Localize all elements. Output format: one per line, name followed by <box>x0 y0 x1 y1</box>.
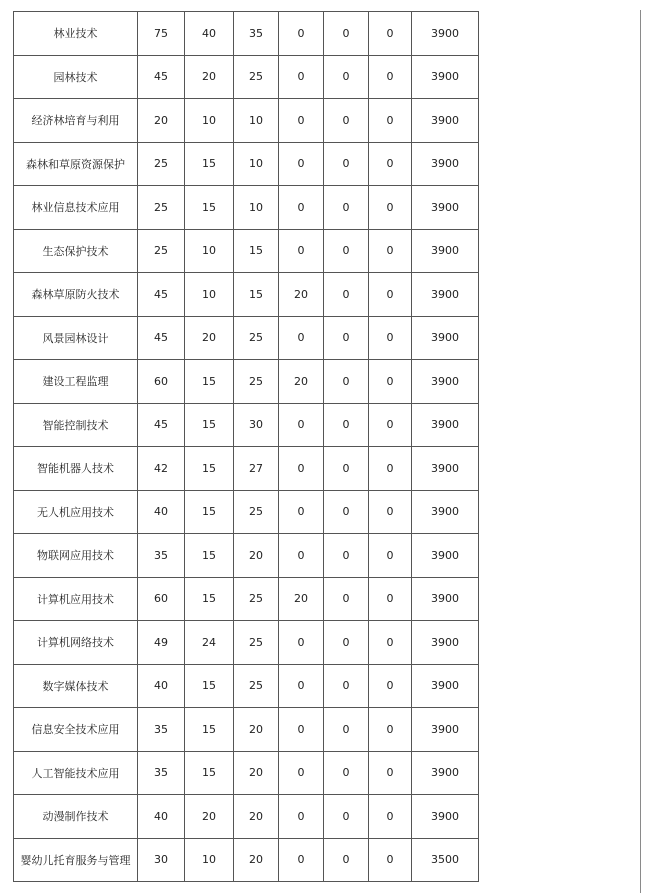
quota-col-4-cell: 0 <box>279 751 324 795</box>
total-quota-cell: 35 <box>138 708 185 752</box>
tuition-fee-cell: 3900 <box>412 621 479 665</box>
quota-col-4-cell: 0 <box>279 838 324 882</box>
page-border-line <box>640 10 641 893</box>
total-quota-cell: 45 <box>138 273 185 317</box>
quota-col-5-cell: 0 <box>324 316 369 360</box>
quota-col-2-cell: 15 <box>185 403 234 447</box>
quota-col-2-cell: 15 <box>185 534 234 578</box>
quota-col-5-cell: 0 <box>324 751 369 795</box>
quota-col-2-cell: 15 <box>185 664 234 708</box>
major-name-cell: 园林技术 <box>14 55 138 99</box>
major-name-cell: 物联网应用技术 <box>14 534 138 578</box>
quota-col-5-cell: 0 <box>324 447 369 491</box>
quota-col-2-cell: 15 <box>185 447 234 491</box>
quota-col-6-cell: 0 <box>369 55 412 99</box>
quota-col-5-cell: 0 <box>324 621 369 665</box>
quota-col-6-cell: 0 <box>369 534 412 578</box>
quota-col-3-cell: 25 <box>234 577 279 621</box>
quota-col-3-cell: 20 <box>234 708 279 752</box>
quota-col-6-cell: 0 <box>369 99 412 143</box>
quota-col-6-cell: 0 <box>369 577 412 621</box>
quota-col-3-cell: 10 <box>234 99 279 143</box>
quota-col-5-cell: 0 <box>324 186 369 230</box>
total-quota-cell: 40 <box>138 490 185 534</box>
quota-col-2-cell: 20 <box>185 55 234 99</box>
total-quota-cell: 35 <box>138 534 185 578</box>
quota-col-3-cell: 25 <box>234 360 279 404</box>
table-row <box>14 534 479 578</box>
quota-col-5-cell: 0 <box>324 12 369 56</box>
quota-col-4-cell: 0 <box>279 12 324 56</box>
table-row <box>14 751 479 795</box>
tuition-fee-cell: 3900 <box>412 316 479 360</box>
quota-col-4-cell: 0 <box>279 403 324 447</box>
quota-col-4-cell: 20 <box>279 360 324 404</box>
quota-col-6-cell: 0 <box>369 751 412 795</box>
total-quota-cell: 25 <box>138 186 185 230</box>
quota-col-3-cell: 20 <box>234 838 279 882</box>
quota-col-4-cell: 20 <box>279 577 324 621</box>
quota-col-3-cell: 25 <box>234 621 279 665</box>
tuition-fee-cell: 3900 <box>412 577 479 621</box>
major-name-cell: 林业技术 <box>14 12 138 56</box>
quota-col-3-cell: 15 <box>234 273 279 317</box>
major-name-cell: 森林和草原资源保护 <box>14 142 138 186</box>
quota-col-2-cell: 10 <box>185 838 234 882</box>
tuition-fee-cell: 3900 <box>412 229 479 273</box>
quota-col-3-cell: 30 <box>234 403 279 447</box>
quota-col-6-cell: 0 <box>369 142 412 186</box>
quota-col-4-cell: 0 <box>279 229 324 273</box>
tuition-fee-cell: 3900 <box>412 447 479 491</box>
quota-col-5-cell: 0 <box>324 273 369 317</box>
table-row <box>14 577 479 621</box>
quota-col-2-cell: 10 <box>185 99 234 143</box>
quota-col-3-cell: 20 <box>234 795 279 839</box>
tuition-fee-cell: 3900 <box>412 403 479 447</box>
total-quota-cell: 60 <box>138 577 185 621</box>
tuition-fee-cell: 3500 <box>412 838 479 882</box>
quota-col-6-cell: 0 <box>369 403 412 447</box>
total-quota-cell: 25 <box>138 229 185 273</box>
quota-col-2-cell: 15 <box>185 490 234 534</box>
quota-col-2-cell: 15 <box>185 142 234 186</box>
quota-col-6-cell: 0 <box>369 186 412 230</box>
quota-col-4-cell: 0 <box>279 708 324 752</box>
quota-col-4-cell: 0 <box>279 621 324 665</box>
table-row <box>14 12 479 56</box>
quota-col-3-cell: 10 <box>234 186 279 230</box>
table-body <box>14 12 479 882</box>
quota-col-6-cell: 0 <box>369 621 412 665</box>
total-quota-cell: 40 <box>138 664 185 708</box>
total-quota-cell: 35 <box>138 751 185 795</box>
quota-col-4-cell: 0 <box>279 664 324 708</box>
quota-col-4-cell: 0 <box>279 490 324 534</box>
tuition-fee-cell: 3900 <box>412 664 479 708</box>
total-quota-cell: 40 <box>138 795 185 839</box>
total-quota-cell: 25 <box>138 142 185 186</box>
quota-col-3-cell: 10 <box>234 142 279 186</box>
quota-col-2-cell: 20 <box>185 795 234 839</box>
total-quota-cell: 49 <box>138 621 185 665</box>
quota-col-3-cell: 25 <box>234 664 279 708</box>
tuition-fee-cell: 3900 <box>412 708 479 752</box>
quota-col-5-cell: 0 <box>324 142 369 186</box>
table-row <box>14 273 479 317</box>
tuition-fee-cell: 3900 <box>412 273 479 317</box>
quota-col-6-cell: 0 <box>369 360 412 404</box>
tuition-fee-cell: 3900 <box>412 490 479 534</box>
tuition-fee-cell: 3900 <box>412 99 479 143</box>
major-name-cell: 信息安全技术应用 <box>14 708 138 752</box>
table-row <box>14 403 479 447</box>
quota-col-5-cell: 0 <box>324 664 369 708</box>
table-row <box>14 186 479 230</box>
enrollment-quota-table <box>13 11 479 882</box>
table-row <box>14 99 479 143</box>
tuition-fee-cell: 3900 <box>412 534 479 578</box>
quota-col-6-cell: 0 <box>369 664 412 708</box>
major-name-cell: 建设工程监理 <box>14 360 138 404</box>
quota-col-4-cell: 0 <box>279 316 324 360</box>
quota-col-3-cell: 25 <box>234 316 279 360</box>
quota-col-2-cell: 20 <box>185 316 234 360</box>
major-name-cell: 经济林培育与利用 <box>14 99 138 143</box>
major-name-cell: 动漫制作技术 <box>14 795 138 839</box>
major-name-cell: 林业信息技术应用 <box>14 186 138 230</box>
quota-col-5-cell: 0 <box>324 55 369 99</box>
quota-col-3-cell: 25 <box>234 55 279 99</box>
quota-col-5-cell: 0 <box>324 838 369 882</box>
quota-col-2-cell: 15 <box>185 186 234 230</box>
tuition-fee-cell: 3900 <box>412 142 479 186</box>
tuition-fee-cell: 3900 <box>412 360 479 404</box>
quota-col-2-cell: 15 <box>185 360 234 404</box>
total-quota-cell: 20 <box>138 99 185 143</box>
total-quota-cell: 45 <box>138 316 185 360</box>
quota-col-3-cell: 35 <box>234 12 279 56</box>
total-quota-cell: 30 <box>138 838 185 882</box>
quota-col-6-cell: 0 <box>369 708 412 752</box>
quota-col-2-cell: 15 <box>185 751 234 795</box>
total-quota-cell: 75 <box>138 12 185 56</box>
table-row <box>14 447 479 491</box>
total-quota-cell: 45 <box>138 55 185 99</box>
quota-col-5-cell: 0 <box>324 708 369 752</box>
quota-col-3-cell: 25 <box>234 490 279 534</box>
quota-col-4-cell: 0 <box>279 795 324 839</box>
table-row <box>14 795 479 839</box>
quota-col-4-cell: 0 <box>279 186 324 230</box>
quota-col-6-cell: 0 <box>369 273 412 317</box>
major-name-cell: 森林草原防火技术 <box>14 273 138 317</box>
total-quota-cell: 42 <box>138 447 185 491</box>
quota-col-5-cell: 0 <box>324 403 369 447</box>
quota-col-2-cell: 15 <box>185 577 234 621</box>
quota-col-4-cell: 0 <box>279 534 324 578</box>
quota-col-6-cell: 0 <box>369 838 412 882</box>
major-name-cell: 计算机应用技术 <box>14 577 138 621</box>
quota-col-5-cell: 0 <box>324 99 369 143</box>
quota-col-6-cell: 0 <box>369 490 412 534</box>
quota-col-6-cell: 0 <box>369 447 412 491</box>
tuition-fee-cell: 3900 <box>412 751 479 795</box>
major-name-cell: 计算机网络技术 <box>14 621 138 665</box>
major-name-cell: 无人机应用技术 <box>14 490 138 534</box>
table-row <box>14 360 479 404</box>
quota-col-6-cell: 0 <box>369 12 412 56</box>
quota-col-2-cell: 24 <box>185 621 234 665</box>
quota-col-6-cell: 0 <box>369 795 412 839</box>
quota-col-4-cell: 0 <box>279 99 324 143</box>
quota-col-5-cell: 0 <box>324 229 369 273</box>
quota-col-5-cell: 0 <box>324 577 369 621</box>
total-quota-cell: 45 <box>138 403 185 447</box>
quota-col-2-cell: 40 <box>185 12 234 56</box>
quota-col-6-cell: 0 <box>369 316 412 360</box>
quota-col-4-cell: 0 <box>279 447 324 491</box>
quota-col-5-cell: 0 <box>324 360 369 404</box>
quota-col-3-cell: 20 <box>234 534 279 578</box>
quota-col-2-cell: 15 <box>185 708 234 752</box>
major-name-cell: 婴幼儿托育服务与管理 <box>14 838 138 882</box>
quota-col-3-cell: 20 <box>234 751 279 795</box>
major-name-cell: 智能机器人技术 <box>14 447 138 491</box>
quota-col-5-cell: 0 <box>324 795 369 839</box>
table-row <box>14 55 479 99</box>
table-row <box>14 142 479 186</box>
quota-col-4-cell: 0 <box>279 55 324 99</box>
quota-col-2-cell: 10 <box>185 273 234 317</box>
tuition-fee-cell: 3900 <box>412 795 479 839</box>
quota-col-4-cell: 20 <box>279 273 324 317</box>
tuition-fee-cell: 3900 <box>412 55 479 99</box>
table-row <box>14 708 479 752</box>
major-name-cell: 智能控制技术 <box>14 403 138 447</box>
table-row <box>14 490 479 534</box>
total-quota-cell: 60 <box>138 360 185 404</box>
major-name-cell: 数字媒体技术 <box>14 664 138 708</box>
quota-col-4-cell: 0 <box>279 142 324 186</box>
quota-col-5-cell: 0 <box>324 534 369 578</box>
major-name-cell: 风景园林设计 <box>14 316 138 360</box>
table-row <box>14 664 479 708</box>
table-row <box>14 838 479 882</box>
major-name-cell: 生态保护技术 <box>14 229 138 273</box>
quota-col-6-cell: 0 <box>369 229 412 273</box>
table-row <box>14 229 479 273</box>
quota-col-2-cell: 10 <box>185 229 234 273</box>
quota-col-3-cell: 15 <box>234 229 279 273</box>
table-row <box>14 316 479 360</box>
tuition-fee-cell: 3900 <box>412 12 479 56</box>
tuition-fee-cell: 3900 <box>412 186 479 230</box>
table-row <box>14 621 479 665</box>
quota-col-3-cell: 27 <box>234 447 279 491</box>
major-name-cell: 人工智能技术应用 <box>14 751 138 795</box>
quota-col-5-cell: 0 <box>324 490 369 534</box>
